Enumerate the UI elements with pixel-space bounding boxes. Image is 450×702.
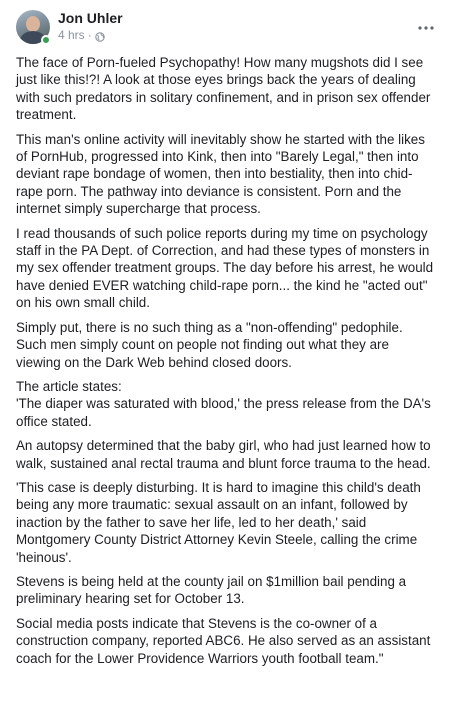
online-status-icon [41,35,51,45]
post-body [16,54,440,667]
post-subtitle [58,28,412,43]
separator-dot: · [87,28,92,42]
avatar[interactable] [16,10,50,44]
post-meta [58,8,412,43]
post-paragraph: This man's online activity will inevitably show he started with the likes of PornHub, progressed into Kink, then into "Barely Legal," then into deviant rape bondage of women, then into bestiality, then into chid-rape porn. The pathway into deviance is consistent. Porn and the internet simply supercharge that process. [16,131,425,217]
post-paragraph: I read thousands of such police reports during my time on psychology staff in the PA Dept. of Correction, and had these types of monsters in my sex offender treatment groups. The day before his arrest, he would have denied EVER watching child-rape porn... the kind he "acted out" on his own small child. [16,225,434,311]
more-options-icon[interactable] [412,16,440,40]
post-paragraph: The article states: 'The diaper was saturated with blood,' the press release from the DA's office stated. [16,378,431,429]
author-name[interactable]: Jon Uhler [58,10,123,26]
post-timestamp[interactable]: 4 hrs [58,28,85,42]
post-header [16,8,440,54]
post-paragraph: An autopsy determined that the baby girl, who had just learned how to walk, sustained anal rectal trauma and blunt force trauma to the head. [16,438,431,471]
post-paragraph: Social media posts indicate that Stevens is the co-owner of a construction company, reported ABC6. He also served as an assistant coach for the Lower Providence Warriors youth football team." [16,615,431,666]
post-paragraph: Stevens is being held at the county jail on $1million bail pending a preliminary hearing set for October 13. [16,573,407,607]
post-paragraph: 'This case is deeply disturbing. It is hard to imagine this child's death being any more traumatic: sexual assault on an infant, followed by inaction by the father to save her life, led to her death,' said Montgomery County District Attorney Kevin Steele, calling the crime 'heinous'. [16,479,421,565]
post-paragraph: Simply put, there is no such thing as a "non-offending" pedophile. Such men simply count on people not finding out what they are viewing on the Dark Web behind closed doors. [16,319,403,370]
profile-photo-head [26,16,40,32]
post-paragraph: The face of Porn-fueled Psychopathy! How many mugshots did I see just like this!?! A look at those eyes brings back the years of dealing with such predators in solitary confinement, and in prison sex offender treatment. [16,55,431,123]
globe-icon[interactable] [95,31,105,41]
